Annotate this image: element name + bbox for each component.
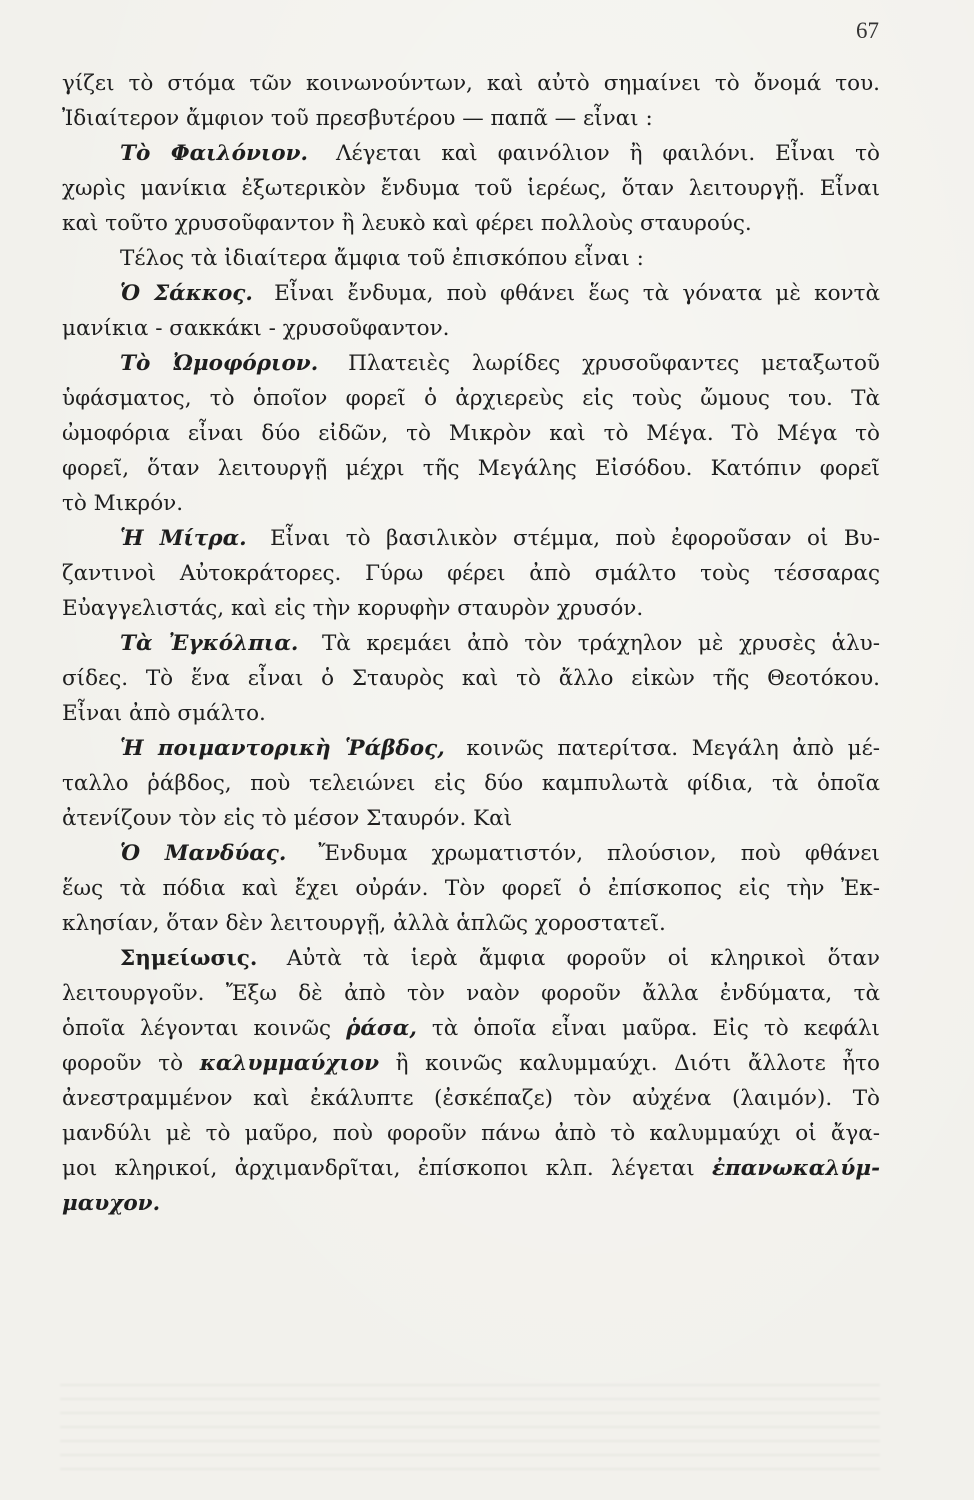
text-run: ταλλο ῥάβδος, ποὺ τελειώνει εἰς δύο καμπυλωτὰ φίδια, τὰ ὁποῖα <box>62 771 880 796</box>
text-run: φοροῦν τὸ <box>62 1051 200 1076</box>
text-line <box>62 766 880 801</box>
term-heading: Τὰ Ἐγκόλπια. <box>120 631 299 656</box>
text-run: μοι κληρικοί, ἀρχιμανδρῖται, ἐπίσκοποι κλπ. λέγεται <box>62 1156 712 1181</box>
text-run: ὠμοφόρια εἶναι δύο εἰδῶν, τὸ Μικρὸν καὶ τὸ Μέγα. Τὸ Μέγα τὸ <box>62 421 880 446</box>
text-line <box>62 731 880 766</box>
text-run: σίδες. Τὸ ἕνα εἶναι ὁ Σταυρὸς καὶ τὸ ἄλλο εἰκὼν τῆς Θεοτόκου. <box>62 666 880 691</box>
term-heading: Ὁ Μανδύας. <box>120 841 287 866</box>
text-line <box>62 1151 880 1186</box>
term-heading: Ἡ Μίτρα. <box>120 526 247 551</box>
text-line <box>62 171 880 206</box>
text-line <box>62 381 880 416</box>
page-number: 67 <box>856 18 879 43</box>
text-run: τὰ ὁποῖα εἶναι μαῦρα. Εἰς τὸ κεφάλι <box>431 1016 880 1041</box>
text-run: Αὐτὰ τὰ ἱερὰ ἄμφια φοροῦν οἱ κληρικοὶ ὅταν <box>286 946 880 971</box>
text-run: γίζει τὸ στόμα τῶν κοινωνούντων, καὶ αὐτὸ σημαίνει τὸ ὄνομά του. <box>62 71 880 96</box>
text-run: ἕως τὰ πόδια καὶ ἔχει οὐράν. Τὸν φορεῖ ὁ ἐπίσκοπος εἰς τὴν Ἐκ- <box>62 876 880 901</box>
text-line <box>62 66 880 101</box>
text-line <box>62 626 880 661</box>
emphasized-word: καλυμμαύχιον <box>199 1051 380 1076</box>
term-heading: Τὸ Φαιλόνιον. <box>120 141 309 166</box>
text-run: ἀτενίζουν τὸν εἰς τὸ μέσον Σταυρόν. Καὶ <box>62 806 513 831</box>
text-run: Ἔνδυμα χρωματιστόν, πλούσιον, ποὺ φθάνει <box>318 841 880 866</box>
text-run: Ἰδιαίτερον ἄμφιον τοῦ πρεσβυτέρου — παπᾶ — εἶναι : <box>62 106 653 131</box>
text-line <box>62 136 880 171</box>
bleed-through-shadow <box>60 1380 880 1470</box>
text-run: Τέλος τὰ ἰδιαίτερα ἄμφια τοῦ ἐπισκόπου εἶναι : <box>120 246 644 271</box>
text-line <box>62 801 880 836</box>
text-line <box>62 486 880 521</box>
text-line <box>62 906 880 941</box>
text-run: φορεῖ, ὅταν λειτουργῇ μέχρι τῆς Μεγάλης Εἰσόδου. Κατόπιν φορεῖ <box>62 456 880 481</box>
text-run: Εἶναι τὸ βασιλικὸν στέμμα, ποὺ ἐφοροῦσαν οἱ Βυ- <box>270 526 880 551</box>
text-line <box>62 836 880 871</box>
emphasized-word: ῥάσα, <box>346 1016 417 1041</box>
term-heading: Τὸ Ὠμοφόριον. <box>120 351 319 376</box>
text-run: χωρὶς μανίκια ἐξωτερικὸν ἔνδυμα τοῦ ἱερέως, ὅταν λειτουργῇ. Εἶναι <box>62 176 880 201</box>
text-line <box>62 696 880 731</box>
text-line <box>62 661 880 696</box>
text-run: ὁποῖα λέγονται κοινῶς <box>62 1016 347 1041</box>
text-run: ὑφάσματος, τὸ ὁποῖον φορεῖ ὁ ἀρχιερεὺς εἰς τοὺς ὤμους του. Τὰ <box>62 386 880 411</box>
note-heading: Σημείωσις. <box>120 946 258 971</box>
text-run: Εὐαγγελιστάς, καὶ εἰς τὴν κορυφὴν σταυρὸν χρυσόν. <box>62 596 644 621</box>
text-line <box>62 1011 880 1046</box>
text-line <box>62 101 880 136</box>
text-line <box>62 416 880 451</box>
text-line <box>62 1116 880 1151</box>
text-line <box>62 346 880 381</box>
text-line <box>62 1046 880 1081</box>
text-line <box>62 941 880 976</box>
term-heading: Ἡ ποιμαντορικὴ Ῥάβδος, <box>120 736 445 761</box>
text-line <box>62 976 880 1011</box>
text-run: Εἶναι ἔνδυμα, ποὺ φθάνει ἕως τὰ γόνατα μὲ κοντὰ <box>274 281 880 306</box>
text-run: τὸ Μικρόν. <box>62 491 184 516</box>
text-run: ἢ κοινῶς καλυμμαύχι. Διότι ἄλλοτε ἦτο <box>395 1051 881 1076</box>
text-run: Τὰ κρεμάει ἀπὸ τὸν τράχηλον μὲ χρυσὲς ἁλυ- <box>321 631 881 656</box>
text-run: κλησίαν, ὅταν δὲν λειτουργῇ, ἀλλὰ ἁπλῶς χοροστατεῖ. <box>62 911 666 936</box>
text-line <box>62 241 880 276</box>
body-text <box>62 66 880 1221</box>
text-run: Πλατειὲς λωρίδες χρυσοῦφαντες μεταξωτοῦ <box>348 351 880 376</box>
text-line <box>62 206 880 241</box>
emphasized-word: μαυχον. <box>62 1191 161 1216</box>
text-run: Λέγεται καὶ φαινόλιον ἢ φαιλόνι. Εἶναι τὸ <box>335 141 880 166</box>
text-line <box>62 871 880 906</box>
text-run: κοινῶς πατερίτσα. Μεγάλη ἀπὸ μέ- <box>466 736 880 761</box>
text-line <box>62 1081 880 1116</box>
text-line <box>62 521 880 556</box>
text-line <box>62 451 880 486</box>
text-line <box>62 276 880 311</box>
text-line <box>62 591 880 626</box>
text-line <box>62 556 880 591</box>
text-run: μανίκια - σακκάκι - χρυσοῦφαντον. <box>62 316 450 341</box>
text-run: λειτουργοῦν. Ἔξω δὲ ἀπὸ τὸν ναὸν φοροῦν ἄλλα ἐνδύματα, τὰ <box>62 981 880 1006</box>
text-run: Εἶναι ἀπὸ σμάλτο. <box>62 701 266 726</box>
emphasized-word: ἐπανωκαλύμ- <box>711 1156 880 1181</box>
text-run: ἀνεστραμμένον καὶ ἐκάλυπτε (ἐσκέπαζε) τὸν αὐχένα (λαιμόν). Τὸ <box>62 1086 880 1111</box>
term-heading: Ὁ Σάκκος. <box>120 281 253 306</box>
text-run: καὶ τοῦτο χρυσοῦφαντον ἢ λευκὸ καὶ φέρει πολλοὺς σταυρούς. <box>62 211 752 236</box>
text-run: μανδύλι μὲ τὸ μαῦρο, ποὺ φοροῦν πάνω ἀπὸ τὸ καλυμμαύχι οἱ ἄγα- <box>62 1121 880 1146</box>
text-line <box>62 1186 880 1221</box>
text-run: ζαντινοὶ Αὐτοκράτορες. Γύρω φέρει ἀπὸ σμάλτο τοὺς τέσσαρας <box>62 561 880 586</box>
text-line <box>62 311 880 346</box>
